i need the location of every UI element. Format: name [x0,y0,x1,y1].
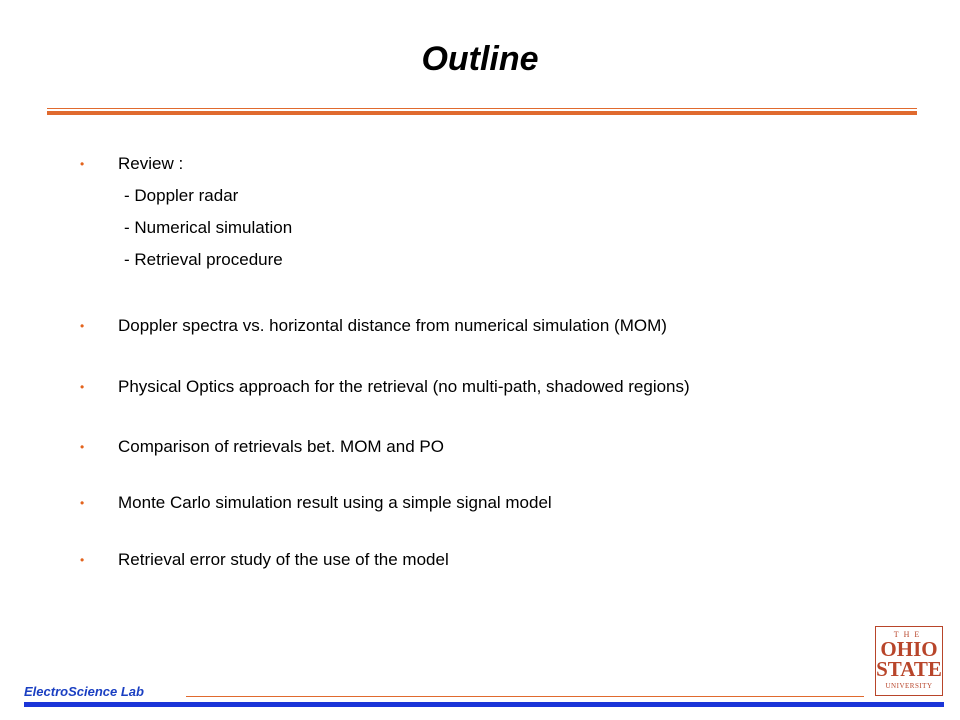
bullet-text: Monte Carlo simulation result using a simple signal model [118,493,552,512]
slide-title: Outline [421,40,539,78]
bullet-dot-icon: • [80,157,85,171]
logo-university: UNIVERSITY [885,682,933,690]
sub-item-doppler-radar: - Doppler radar [124,186,239,205]
ohio-state-logo [875,626,943,696]
logo-the: THE [893,630,925,639]
title-divider-thin [47,108,917,109]
bullet-text: Physical Optics approach for the retrieval (no multi-path, shadowed regions) [118,377,690,396]
title-divider-thick [47,111,917,115]
sub-item-numerical-simulation: - Numerical simulation [124,218,293,237]
bullet-text: Review : [118,154,184,173]
footer-lab-name: ElectroScience Lab [24,684,144,699]
logo-ohio: OHIO [880,637,938,661]
bullet-text: Retrieval error study of the use of the model [118,550,449,569]
sub-item-retrieval-procedure: - Retrieval procedure [124,250,283,269]
bullet-text: Doppler spectra vs. horizontal distance from numerical simulation (MOM) [118,316,667,335]
bullet-dot-icon: • [80,440,85,454]
logo-state: STATE [876,657,942,681]
bullet-dot-icon: • [80,380,85,394]
bullet-dot-icon: • [80,496,85,510]
footer-divider-thick [24,702,944,707]
bullet-text: Comparison of retrievals bet. MOM and PO [118,437,444,456]
footer-divider-thin [186,696,864,697]
bullet-dot-icon: • [80,553,85,567]
bullet-dot-icon: • [80,319,85,333]
